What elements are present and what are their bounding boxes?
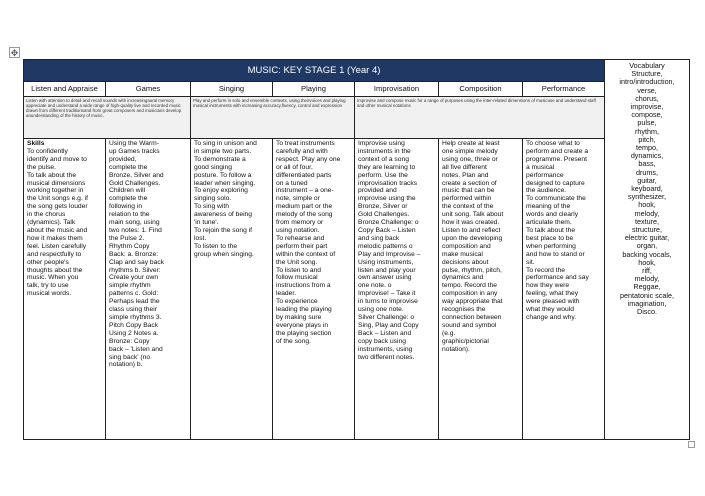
text-line: To confidently — [27, 147, 68, 155]
text-line: Help create at least — [442, 140, 500, 148]
text-line: To sing with — [194, 203, 229, 211]
text-line: context of a song — [358, 155, 409, 163]
text-line: perform their part — [276, 242, 328, 250]
vocabulary-item: hook, — [638, 200, 656, 210]
text-line: about the music and — [27, 227, 88, 235]
text-line: Silver Challenge: o — [358, 313, 415, 321]
text-line: To enjoy exploring — [194, 187, 248, 195]
text-line: using notation. — [276, 227, 320, 235]
text-line: decisions about — [442, 258, 489, 266]
text-line: working together in — [27, 187, 84, 195]
vocabulary-item: guitar, — [637, 175, 657, 185]
text-line: perform. Use the — [358, 171, 408, 179]
vocabulary-item: pentatonic scale, — [620, 290, 674, 300]
text-line: the pulse. — [27, 163, 56, 171]
text-line: by making sure — [276, 313, 322, 321]
text-line: Bronze, Silver or — [358, 203, 408, 211]
text-line: Gold Challenges. — [358, 211, 410, 219]
text-line: designed to capture — [526, 179, 585, 187]
text-line: they are learning to — [358, 163, 416, 171]
objective-improv-composition — [355, 96, 605, 138]
text-line: simple rhythms 3. — [109, 313, 162, 321]
vocabulary-cell — [605, 60, 690, 440]
text-line: leader when singing. — [194, 179, 256, 187]
text-line: unit song. Talk about — [442, 211, 504, 219]
text-line: articulate them. — [526, 219, 572, 227]
text-line: singing solo. — [194, 195, 232, 203]
text-line: Pitch Copy Back — [109, 321, 159, 329]
listen-appraise-cell[interactable] — [24, 139, 106, 440]
vocabulary-item: compose, — [631, 110, 663, 120]
text-line: recognises the — [442, 306, 486, 314]
text-line: Improvise! – Take it — [358, 290, 416, 298]
text-line: and sing back — [358, 234, 400, 242]
text-line: words and clearly — [526, 211, 579, 219]
text-line: differentiated parts — [276, 171, 332, 179]
text-line: fluency, control and expression — [281, 102, 342, 108]
text-line: what they would — [526, 306, 574, 314]
text-line: best place to be — [526, 234, 574, 242]
text-line: To treat instruments — [276, 140, 335, 148]
vocabulary-item: riff, — [642, 266, 652, 276]
text-line: melody of the song — [276, 211, 333, 219]
text-line: the playing section — [276, 329, 332, 337]
text-line: Listen with attention to detail and recall sounds with increasing — [26, 97, 148, 103]
text-line: everyone plays in — [276, 321, 329, 329]
text-line: Gold Challenges. — [109, 179, 161, 187]
improvisation-cell[interactable] — [355, 139, 439, 440]
composition-cell[interactable] — [439, 139, 523, 440]
header-singing: Singing — [191, 81, 273, 96]
text-line: one simple melody — [442, 147, 498, 155]
vocabulary-item: bass, — [638, 159, 656, 169]
text-line: composition in any — [442, 290, 498, 298]
text-line: on a tuned — [276, 179, 308, 187]
header-improvisation: Improvisation — [355, 81, 439, 96]
text-line: (dynamics). Talk — [27, 219, 76, 227]
text-line: To sing in unison and — [194, 140, 257, 148]
text-line: how it makes them — [27, 234, 83, 242]
vocabulary-item: organ, — [636, 241, 658, 251]
vocabulary-heading: Vocabulary — [629, 61, 665, 70]
text-line: the Pulse 2. — [109, 234, 145, 242]
text-line: To listen to the — [194, 242, 238, 250]
text-line: posture. To follow a — [194, 171, 252, 179]
text-line: two notes: 1. Find — [109, 227, 162, 235]
text-line: group when singing. — [194, 250, 254, 258]
vocabulary-item: verse, — [637, 85, 657, 95]
text-line: aural memory appreciate and understand a wide range of high- — [26, 97, 175, 108]
text-line: and respectfully to — [27, 250, 82, 258]
vocabulary-item: dynamics, — [630, 151, 664, 161]
text-line: the Unit songs e.g. if — [27, 195, 88, 203]
text-line: simple rhythm — [109, 282, 151, 290]
text-line: To talk about the — [526, 227, 576, 235]
text-line: music. When you — [27, 274, 79, 282]
vocabulary-item: Reggae, — [633, 282, 661, 292]
text-line: sound and symbol — [442, 321, 497, 329]
text-line: Back: a. Bronze: — [109, 250, 159, 258]
text-line: Play and Improvise – — [358, 250, 421, 258]
text-line: instructions from a — [276, 282, 331, 290]
vocabulary-item: improvise, — [630, 102, 664, 112]
text-line: all five different — [442, 163, 487, 171]
text-line: how it was created. — [442, 219, 500, 227]
text-line: leader. — [276, 290, 297, 298]
vocabulary-item: synthesizer, — [628, 192, 666, 202]
text-line: complete the — [109, 195, 148, 203]
table-move-handle[interactable]: ✥ — [10, 48, 19, 58]
vocabulary-item: hook, — [638, 257, 656, 267]
text-line: Back – Listen and — [358, 329, 412, 337]
text-line: quality live and recorded music drawn from different traditions — [26, 102, 181, 113]
text-line: the context of the — [442, 203, 494, 211]
vocabulary-item: texture, — [635, 216, 659, 226]
text-line: back – 'Listen and — [109, 345, 163, 353]
vocabulary-list — [605, 62, 689, 316]
curriculum-table — [23, 59, 690, 440]
text-line: upon the developing — [442, 234, 503, 242]
text-line: To choose what to — [526, 140, 580, 148]
text-line: when performing — [526, 242, 576, 250]
vocabulary-item: pitch, — [638, 134, 656, 144]
vocabulary-item: melody, — [634, 208, 660, 218]
text-line: class using their — [109, 306, 157, 314]
text-line: Rhythm Copy — [109, 242, 150, 250]
text-line: Improvise using — [358, 140, 405, 148]
text-line: thoughts about the — [27, 266, 83, 274]
vocabulary-item: melody, — [634, 274, 660, 284]
vocabulary-item: electric guitar, — [624, 233, 670, 243]
objective-singing-playing — [191, 96, 355, 138]
text-line: Using instruments, — [358, 258, 414, 266]
text-line: change and why. — [526, 313, 577, 321]
vocabulary-item: structure, — [632, 225, 662, 235]
text-line: note, simple or — [276, 195, 320, 203]
text-line: leading the playing — [276, 306, 332, 314]
text-line: a musical — [526, 163, 555, 171]
text-line: connection between — [442, 313, 502, 321]
text-line: To listen to and — [276, 266, 321, 274]
text-line: Bronze: Copy — [109, 337, 150, 345]
text-line: music that can be — [442, 187, 495, 195]
text-line: two different notes. — [358, 353, 415, 361]
text-line: or all of four, — [276, 163, 313, 171]
text-line: patterns c. Gold: — [109, 290, 159, 298]
vocabulary-item: pulse, — [637, 118, 657, 128]
vocabulary-item: rhythm, — [635, 126, 659, 136]
text-line: Using 2 Notes a. — [109, 329, 159, 337]
text-line: sit. — [526, 258, 535, 266]
text-line: listen and play your — [358, 266, 416, 274]
text-line: sing back' (no — [109, 353, 151, 361]
text-line: meaning of the — [526, 203, 571, 211]
text-line: using one, three or — [442, 155, 498, 163]
text-line: pulse, rhythm, pitch, — [442, 266, 502, 274]
text-line: perform and create a — [526, 147, 589, 155]
text-line: using one note. — [358, 306, 404, 314]
text-line: Bronze, Silver and — [109, 171, 164, 179]
vocabulary-item: backing vocals, — [622, 249, 672, 259]
vocabulary-item: chorus, — [635, 93, 659, 103]
text-line: carefully and with — [276, 147, 328, 155]
text-line: musical dimensions — [27, 179, 86, 187]
text-line: To talk about the — [27, 171, 77, 179]
text-line: notation). — [442, 345, 470, 353]
vocabulary-item: tempo, — [636, 143, 658, 153]
text-line: provided and — [358, 187, 397, 195]
header-listen-and-appraise: Listen and Appraise — [24, 81, 106, 96]
text-line: To communicate the — [526, 195, 586, 203]
text-line: awareness of being — [194, 211, 252, 219]
text-line: melodic patterns o — [358, 242, 413, 250]
text-line: notation) b. — [109, 361, 143, 369]
text-line: Children will — [109, 187, 146, 195]
text-line: instrument – a one- — [276, 187, 334, 195]
header-playing: Playing — [273, 81, 355, 96]
text-line: Improvise and compose music for a range of purposes using the inter-related dimensions of music — [357, 97, 548, 103]
text-line: musical words. — [27, 290, 72, 298]
table-title: MUSIC: KEY STAGE 1 (Year 4) — [24, 60, 605, 82]
text-line: Create your own — [109, 274, 159, 282]
vocabulary-item: Disco. — [637, 307, 657, 317]
text-line: in turns to improvise — [358, 298, 418, 306]
text-line: use and understand staff and other musical notations — [357, 97, 596, 108]
text-line: own answer using — [358, 274, 412, 282]
text-line: one note. o — [358, 282, 392, 290]
text-line: respect. Play any one — [276, 155, 341, 163]
text-line: (e.g. — [442, 329, 456, 337]
text-line: following in — [109, 203, 143, 211]
vocabulary-item: intro/introduction, — [619, 77, 675, 87]
vocabulary-item: Structure, — [631, 69, 663, 79]
text-line: other people's — [27, 258, 69, 266]
text-line: To rehearse and — [276, 234, 325, 242]
header-composition: Composition — [439, 81, 523, 96]
text-line: Play and perform in solo and ensemble contexts, using their — [193, 97, 310, 103]
text-line: tempo. Record the — [442, 282, 498, 290]
text-line: lost. — [194, 234, 207, 242]
text-line: rhythms b. Silver: — [109, 266, 161, 274]
text-line: the song gets louder — [27, 203, 88, 211]
text-line: how they were — [526, 282, 570, 290]
text-line: and from great composers and musicians develop an — [26, 107, 182, 118]
text-line: in the chorus — [27, 211, 66, 219]
vocabulary-item: drums, — [636, 167, 658, 177]
text-line: feel. Listen carefully — [27, 242, 87, 250]
text-line: composition and — [442, 242, 491, 250]
text-line: instruments, using — [358, 345, 413, 353]
text-line: up Games tracks — [109, 147, 160, 155]
text-line: within the context of — [276, 250, 336, 258]
header-performance: Performance — [523, 81, 605, 96]
text-line: medium part or the — [276, 203, 333, 211]
singing-cell[interactable] — [191, 139, 273, 440]
text-line: good singing — [194, 163, 232, 171]
text-line: create a section of — [442, 179, 497, 187]
text-line: performance and say — [526, 274, 589, 282]
text-line: follow musical — [276, 274, 318, 282]
text-line: voices and playing musical instruments with increasing accuracy, — [193, 97, 346, 108]
text-line: identify and move to — [27, 155, 87, 163]
text-line: To record the — [526, 266, 566, 274]
vocabulary-item: keyboard, — [631, 184, 663, 194]
performance-cell[interactable] — [523, 139, 605, 440]
text-line: instruments in the — [358, 147, 411, 155]
text-line: To experience — [276, 298, 318, 306]
text-line: the Unit song. — [276, 258, 318, 266]
text-line: main song, using — [109, 219, 160, 227]
text-line: feeling, what they — [526, 290, 579, 298]
vocabulary-item: imagination, — [627, 298, 667, 308]
skills-label: Skills — [27, 140, 45, 148]
text-line: were pleased with — [526, 298, 580, 306]
text-line: copy back using — [358, 337, 406, 345]
text-line: graphic/pictorial — [442, 337, 489, 345]
text-line: Bronze Challenge: o — [358, 219, 419, 227]
text-line: improvise using the — [358, 195, 416, 203]
text-line: provided, — [109, 155, 137, 163]
text-line: Copy Back – Listen — [358, 227, 416, 235]
text-line: of the song. — [276, 337, 311, 345]
text-line: in simple two parts. — [194, 147, 252, 155]
text-line: understanding of the history of music. — [30, 112, 104, 118]
text-line: the audience. — [526, 187, 567, 195]
table-resize-handle[interactable] — [688, 441, 695, 448]
text-line: performance — [526, 171, 564, 179]
text-line: talk, try to use — [27, 282, 69, 290]
text-line: performed within — [442, 195, 492, 203]
objective-listen-games — [24, 96, 191, 138]
text-line: Using the Warm- — [109, 140, 159, 148]
games-cell[interactable] — [106, 139, 191, 440]
header-games: Games — [106, 81, 191, 96]
text-line: 'in tune'. — [194, 219, 219, 227]
text-line: improvisation tracks — [358, 179, 418, 187]
text-line: dynamics and — [442, 274, 484, 282]
text-line: To rejoin the song if — [194, 227, 252, 235]
text-line: programme. Present — [526, 155, 587, 163]
text-line: Perhaps lead the — [109, 298, 160, 306]
text-line: complete the — [109, 163, 148, 171]
text-line: and how to stand or — [526, 250, 585, 258]
text-line: Sing, Play and Copy — [358, 321, 419, 329]
text-line: relation to the — [109, 211, 150, 219]
text-line: To demonstrate a — [194, 155, 246, 163]
text-line: Clap and say back — [109, 258, 165, 266]
text-line: from memory or — [276, 219, 324, 227]
text-line: way appropriate that — [442, 298, 503, 306]
text-line: Listen to and reflect — [442, 227, 501, 235]
text-line: notes. Plan and — [442, 171, 489, 179]
playing-cell[interactable] — [273, 139, 355, 440]
text-line: make musical — [442, 250, 483, 258]
